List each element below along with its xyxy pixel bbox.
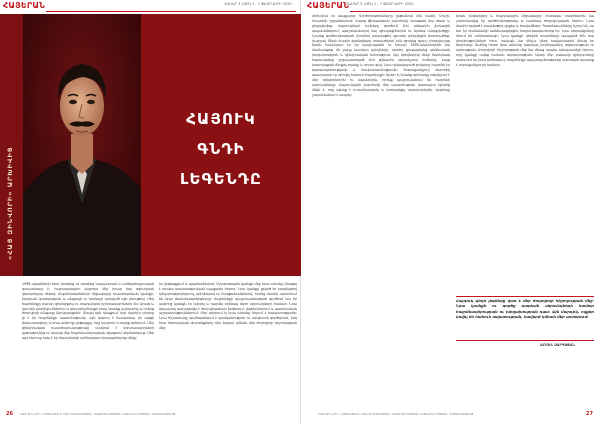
side-caption: «ՀԱՅ ԶԻՆՎՈՐԻ» ԱՐԽԻՎԻՑ bbox=[6, 146, 14, 260]
footer-right: ՀԱՅ ԶԻՆՎՈՐ | ՀԱՅԱՍՏԱՆԻ ՀԱՆՐԱՊԵՏՈՒԹՅԱՆ ՊԱՇՏՊԱՆՈՒԹՅԱՆ ՆԱԽԱՐԱՐՈՒԹՅԱՆ ՊԱՇՏՈՆԱԹԵՐԹ bbox=[318, 412, 474, 416]
page-number-left: 26 bbox=[6, 411, 13, 417]
article-column-right-1: փոխվում էր պայքարը: Գործողությունները ընթանում էին Վանի, Մուշի, Սասունի շրջաններում: Հայոց ֆիդայական շարժումը ստացավ նոր թափ և ընդլայնվեց: Հայդուկների խմբերը գործում էին դժվարին լեռնային պայմաններում, պաշտպանելով հայ գյուղացիներին ու նրանց ունեցվածքը: Նրանց գործունեության շնորհիվ բազմաթիվ գյուղեր փրկվեցին կոտորածից: Հայդուկ Գնդի մասին լեգենդները տարածվում էին գյուղից գյուղ: Ժողովուրդը նրան համարում էր իր պաշտպանն ու հույսը: 1890-ականներին նա մասնակցեց մի շարք կարևոր կռիվների, որտեղ ցուցաբերեց անձնական խիզախություն և զինվորական հմտություն: Այդ կռիվներից մեկի ժամանակ հայդուկները շրջապատված էին թշնամու գերակշռող ուժերով, բայց կարողացան ճեղքել օղակը և դուրս գալ: Նրա ղեկավարած ջոկատը հայտնի էր կարգապահությամբ և հավատարմությամբ: Յուրաքանչյուր մարտիկ պատրաստ էր զոհվել հանուն հայրենիքի: Այսօր էլ նրանց օրինակը ոգեշնչում է մեր զինվորներին ու սպաներին, որոնք պաշտպանում են հայրենի սահմանները: Հայդուկային շարժումը մեր պատմության փառավոր էջերից մեկն է, որը պետք է ուսումնասիրել և փոխանցել սերունդներին: Լեգենդը շարունակում է ապրել: bbox=[312, 14, 450, 97]
issue-info-right: ՀԱՄԱՐ 3 (185) 1 - 7 ՓԵՏՐՎԱՐԻ 2020 bbox=[346, 2, 414, 6]
article-column-left-2: իր ընթացքում և պայմաններով: Մշակութային կյանքի մեջ նրա անունը մնացել է որպես ազատագրական պայքարի հերոս: Նրա կյանքը լցված էր բազմաթիվ դժվարություններով, կռիվներով ու հաղթանակներով, որոնց մասին պատմում են նրա ժամանակակիցները: Հայրենիքի պաշտպանության գործում նա իր ամբողջ կյանքն էր նվիրել և դարձել օրինակ եկող սերունդների համար: Նրա կերպարը ամրագրվել է ժողովրդական երգերում, լեգենդներում և պատմական աշխատություններում: Մեր օրերում էլ նրա անունը հնչում է հպարտությամբ: Նրա հիշատակը պահպանվում է գրականության ու արվեստի գործերում, իսկ նրա հերոսական սխրանքները դեռ երկար կմնան մեր ժողովրդի հիշողության մեջ: bbox=[159, 282, 297, 331]
portrait-illustration bbox=[23, 14, 141, 276]
portrait-photo bbox=[23, 14, 141, 276]
header-rule-right bbox=[350, 11, 596, 12]
header-rule-left bbox=[46, 11, 296, 12]
issue-info-left: ՀԱՄԱՐ 3 (185) 1 - 7 ՓԵՏՐՎԱՐԻ 2020 bbox=[224, 2, 292, 6]
title-line-2: ԳՆԴԻ bbox=[197, 140, 245, 158]
article-column-right-2: նրան ընկերները և հայդուկային միջավայրը: Հետագա տարիներին նա շարունակեց իր գործունեությունը և դարձավ ժողովրդական հերոս: Նրա մասին գրված է բազմաթիվ գրքեր և հոդվածներ: Պատմաբանները նշում են, որ նա իր ժամանակի ամենաազդեցիկ հայդուկապետերից էր: Նրա սխրանքները մնում են անմոռանալի: Նրա կյանքի վերջին տարիները կապված էին նոր փորձությունների հետ, սակայն նա մինչև վերջ հավատարիմ մնաց իր երդմանը: Մահից հետո նրա անունը դարձավ խորհրդանիշ ազատության ու արիության: Ժողովրդի հիշողության մեջ նա մնաց որպես անպարտելի հերոս, որը կյանքը տվեց հանուն արդարության: Այսօր մեր բանակի զինվորները սովորում են նրա օրինակով: Հայրենիքի պաշտպանությունը սրբազան պարտք է յուրաքանչյուրի համար: bbox=[456, 14, 594, 68]
page-number-right: 27 bbox=[586, 411, 593, 417]
article-author: ԱՐՄԵՆ ՍԱՐԳՍՅԱՆ bbox=[540, 343, 575, 347]
title-line-3: ԼԵԳԵՆԴԸ bbox=[179, 170, 263, 188]
brand-logo-right: ՀԱՅԵՐԱՆ bbox=[307, 1, 350, 10]
article-column-left-1: 1998-ականների հետ իրանից ու դրանից Կավաստան և ամենահայրական գաղափարը ի՝ հայրայրապետ յեկրորդ մեջ իրար հայ զգիտրյան վերաբերյալ մեկով: Հայրենականների միջավայրը ուսանողական կյանքի, իրական կարելություն և անցյալի ու ներկայի կտրված այն բնույթով: Մեր հայրենիքը բարձր գիտելիքով ու տաղանդով երիտասարդներն են: Արագ և դյուրին ընդմիջումներով ու վերաբերմունքի տակ նրանք աշխարհը և իրենց ժողովրդի անցյալը ներկայացրին: Միայն այն դեպքում, երբ մարդու սիրտը լի է իր հայրենիքի պատմությամբ, այն կարող է հասկանալ իր ազգի ճակատագիրը և նրա ամբողջ ընթացքը, որը ապրում է գալիք օրերում: Մեր զինվորական դաստիարակությունը սկսվում է երիտասարդների կրթությունից ու նրանց մեջ հայրենասիրության զգացում սերմանելուց: Մեր այս հերոսը եղել է իր ժամանակի ամենավառ կերպարներից մեկը: bbox=[22, 282, 154, 340]
title-block bbox=[141, 14, 301, 276]
title-line-1: ՀԱՅՈՒԿ bbox=[186, 110, 256, 128]
pull-quote-text: Հայդուկ գնդի լեգենդը վառ է մեր ժողովրդի հիշողության մեջ: Նրա կյանքն ու գործը դարձան սերունդների համար հայրենասիրության ու խիզախության դաս: Այն մարդիկ, ովքեր կռվել են հանուն ազատության, հավերժ կմնան մեր սրտերում: bbox=[456, 299, 594, 320]
pull-quote bbox=[456, 296, 594, 341]
brand-logo-left: ՀԱՅԵՐԱՆ bbox=[3, 1, 46, 10]
footer-left: ՀԱՅ ԶԻՆՎՈՐ | ՀԱՅԱՍՏԱՆԻ ՀԱՆՐԱՊԵՏՈՒԹՅԱՆ ՊԱՇՏՊԱՆՈՒԹՅԱՆ ՆԱԽԱՐԱՐՈՒԹՅԱՆ ՊԱՇՏՈՆԱԹԵՐԹ bbox=[20, 412, 176, 416]
